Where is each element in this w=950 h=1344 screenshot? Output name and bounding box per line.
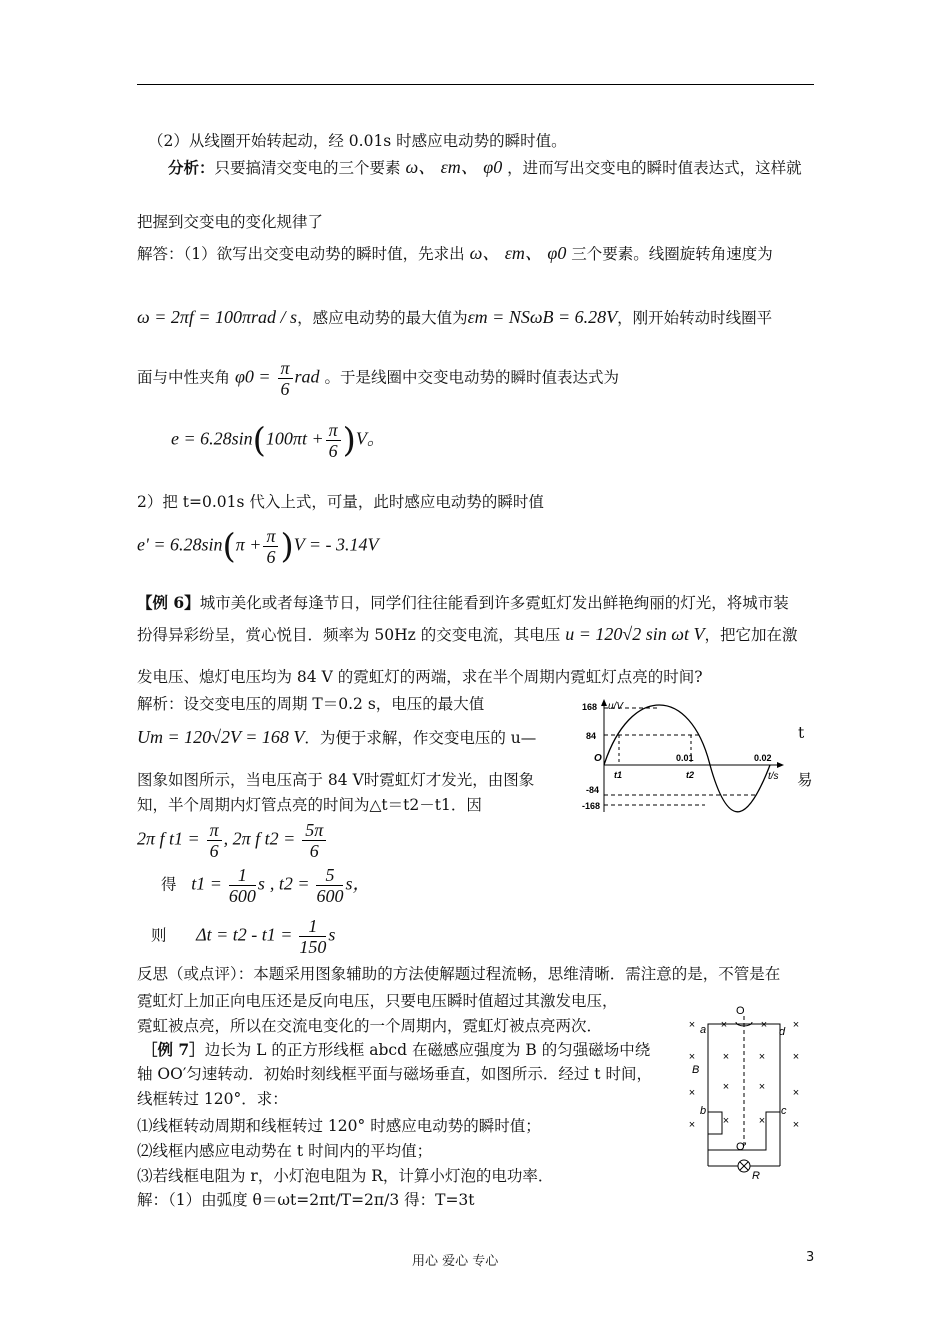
one-over-600: $\frac{1}{600}$ — [228, 865, 256, 906]
solution-6-easy: 易 — [797, 771, 813, 789]
e2-expression — [137, 526, 379, 567]
solution-6-line-a: 解析：设交变电压的周期 T＝0.2 s，电压的最大值 — [137, 695, 485, 713]
resistor-label: R — [752, 1170, 760, 1182]
five-over-600: $\frac{5}{600}$ — [316, 865, 344, 906]
example-7-label: ［例 7］ — [142, 1040, 205, 1059]
example-7-line-c: 线框转过 120°．求： — [137, 1090, 288, 1108]
solution-6-line-d: 知，半个周期内灯管点亮的时间为△t＝t2－t1．因 — [137, 796, 482, 814]
dt-line — [151, 916, 335, 957]
example-7-line-b: 轴 OO′匀速转动．初始时刻线框平面与磁场垂直，如图所示．经过 t 时间， — [137, 1065, 652, 1083]
paren-open: ( — [252, 420, 266, 461]
field-cross: × — [722, 1051, 730, 1063]
header-rule — [137, 84, 814, 85]
example-6-text: 城市美化或者每逢节日，同学们往往能看到许多霓虹灯发出鲜艳绚丽的灯光，将城市装 — [199, 594, 789, 612]
analysis-line — [168, 157, 802, 178]
analysis-text-b: ，进而写出交变电的瞬时值表达式，这样就 — [507, 159, 802, 177]
analysis-vars: ω、 εm、 φ0 — [405, 157, 503, 177]
field-cross: × — [758, 1081, 766, 1093]
tick-168: 168 — [582, 702, 598, 712]
unit-s: s — [328, 924, 336, 945]
e-tail: V。 — [355, 428, 385, 449]
pi-over-6: $\frac{\pi}{6}$ — [263, 526, 278, 567]
tick-t1: t1 — [614, 770, 623, 780]
example-7-q2: ⑵线框内感应电动势在 t 时间内的平均值； — [137, 1142, 433, 1160]
field-cross: × — [758, 1115, 766, 1127]
solution-6-line-b — [137, 727, 536, 748]
paren-close: ) — [280, 526, 294, 567]
field-cross: × — [722, 1081, 730, 1093]
tick-0-02: 0.02 — [754, 753, 772, 763]
emax-tail: ，刚开始转动时线圈平 — [617, 309, 773, 327]
answer-line — [137, 243, 773, 264]
tick-minus-84: -84 — [586, 785, 600, 795]
pi-over-6: $\frac{\pi}{6}$ — [326, 420, 341, 461]
omega-line — [137, 307, 772, 328]
example-7-q3: ⑶若线框电阻为 r，小灯泡电阻为 R，计算小灯泡的电功率． — [137, 1167, 554, 1185]
e2-tail: V = - 3.14V — [293, 534, 379, 555]
pi-over-6: $\frac{\pi}{6}$ — [278, 358, 293, 399]
e-expression — [171, 420, 385, 461]
example-7-line-a — [142, 1040, 650, 1060]
unit-s: s — [257, 873, 265, 894]
field-cross: × — [688, 1019, 696, 1031]
tick-t2: t2 — [686, 770, 695, 780]
origin-label: O — [594, 753, 602, 764]
solution-7: 解：（1）由弧度 θ＝ωt=2πt/T=2π/3 得：T=3t — [137, 1191, 475, 1209]
de-label: 得 — [161, 875, 177, 894]
analysis-label: 分析： — [168, 158, 215, 177]
paren-close: ) — [342, 420, 356, 461]
field-cross: × — [792, 1119, 800, 1131]
phase-lhs: φ0 = — [234, 366, 271, 387]
analysis-line-c: 把握到交变电的变化规律了 — [137, 213, 324, 231]
analysis-text: 只要搞清交变电的三个要素 — [214, 159, 401, 177]
e2-lhs: e' = 6.28sin — [137, 534, 223, 555]
corner-d: d — [779, 1026, 786, 1038]
coil-diagram — [684, 1000, 814, 1185]
tick-84: 84 — [586, 731, 597, 741]
field-cross: × — [722, 1115, 730, 1127]
answer-text-b: 三个要素。线圈旋转角速度为 — [571, 245, 773, 263]
example-7-q1: ⑴线框转动周期和线框转过 120° 时感应电动势的瞬时值； — [137, 1117, 541, 1135]
question-2: （2）从线圈开始转起动，经 0.01s 时感应电动势的瞬时值。 — [148, 132, 567, 150]
t2-lhs: , t2 = — [269, 873, 310, 894]
phase-text: 面与中性夹角 — [137, 368, 231, 387]
corner-c: c — [781, 1105, 787, 1117]
angle-equation — [137, 820, 328, 861]
field-cross: × — [688, 1119, 696, 1131]
reflection-b: 霓虹灯上加正向电压还是反向电压，只要电压瞬时值超过其激发电压， — [137, 992, 618, 1010]
dt-lhs: Δt = t2 - t1 = — [196, 924, 293, 945]
page-number: 3 — [806, 1250, 815, 1265]
tick-0-01: 0.01 — [676, 753, 694, 763]
footer-center: 用心 爱心 专心 — [412, 1254, 499, 1269]
field-cross: × — [688, 1087, 696, 1099]
field-cross: × — [792, 1087, 800, 1099]
e-arg: 100πt + — [265, 428, 324, 449]
field-label-b: B — [692, 1064, 700, 1076]
step-2: 2）把 t=0.01s 代入上式，可量，此时感应电动势的瞬时值 — [137, 493, 544, 511]
t1-lhs: t1 = — [191, 873, 222, 894]
ze-label: 则 — [151, 926, 167, 945]
eq-2pi-b: , 2π f t2 = — [223, 828, 296, 849]
corner-a: a — [700, 1024, 707, 1036]
eq-2pi-a: 2π f t1 = — [137, 828, 200, 849]
reflection-a: 反思（或点评）：本题采用图象辅助的方法使解题过程流畅，思维清晰．需注意的是，不管是在 — [137, 965, 781, 983]
e2-arg: π + — [235, 534, 262, 555]
solution-6-text-b: ．为便于求解，作交变电压的 u— — [304, 729, 537, 747]
field-cross: × — [792, 1019, 800, 1031]
axis-label-bottom: O' — [736, 1141, 747, 1153]
um-equation: Um = 120√2V = 168 V — [137, 727, 305, 747]
field-cross: × — [758, 1051, 766, 1063]
x-axis-unit: t/s — [768, 771, 779, 782]
field-cross: × — [760, 1019, 768, 1031]
voltage-time-graph — [580, 697, 790, 817]
answer-text: 解答：（1）欲写出交变电动势的瞬时值，先求出 — [137, 245, 465, 263]
field-cross: × — [688, 1051, 696, 1063]
corner-b: b — [700, 1105, 707, 1117]
tick-minus-168: -168 — [582, 801, 601, 811]
example-6-line-b — [137, 624, 797, 645]
example-6-line-a — [137, 593, 789, 613]
phase-line — [137, 358, 619, 399]
solution-6-t: t — [798, 724, 805, 742]
example-7-text: 边长为 L 的正方形线框 abcd 在磁感应强度为 B 的匀强磁场中绕 — [204, 1041, 651, 1059]
example-6-text-b: 扮得异彩纷呈，赏心悦目．频率为 50Hz 的交变电流，其电压 — [137, 626, 561, 644]
five-pi-over-6: $\frac{5\pi}{6}$ — [302, 820, 326, 861]
solution-6-line-c: 图象如图所示，当电压高于 84 V时霓虹灯才发光，由图象 — [137, 771, 535, 789]
one-over-150: $\frac{1}{150}$ — [299, 916, 327, 957]
unit-s-comma: s， — [345, 873, 371, 894]
field-cross: × — [720, 1019, 728, 1031]
t-values — [161, 865, 370, 906]
reflection-c: 霓虹被点亮，所以在交流电变化的一个周期内，霓虹灯被点亮两次． — [137, 1017, 603, 1035]
emax-equation: εm = NSωB = 6.28V — [467, 307, 618, 327]
voltage-equation: u = 120√2 sin ωt V — [565, 624, 705, 644]
example-6-text-c: ，把它加在激 — [704, 626, 798, 644]
y-axis-unit: u/V — [608, 701, 624, 712]
answer-vars: ω、 εm、 φ0 — [469, 243, 567, 263]
axis-label-top: O — [736, 1005, 745, 1017]
emax-text: ，感应电动势的最大值为 — [297, 309, 468, 327]
field-cross: × — [792, 1051, 800, 1063]
paren-open: ( — [222, 526, 236, 567]
omega-equation: ω = 2πf = 100πrad / s — [137, 307, 298, 327]
example-6-label: 【例 6】 — [137, 593, 200, 612]
rad-unit: rad — [294, 366, 320, 387]
e-lhs: e = 6.28sin — [171, 428, 253, 449]
pi-over-6: $\frac{\pi}{6}$ — [207, 820, 222, 861]
example-6-line-d: 发电压、熄灯电压均为 84 V 的霓虹灯的两端，求在半个周期内霓虹灯点亮的时间? — [137, 668, 703, 686]
phase-text-b: 。于是线圈中交变电动势的瞬时值表达式为 — [324, 368, 619, 387]
